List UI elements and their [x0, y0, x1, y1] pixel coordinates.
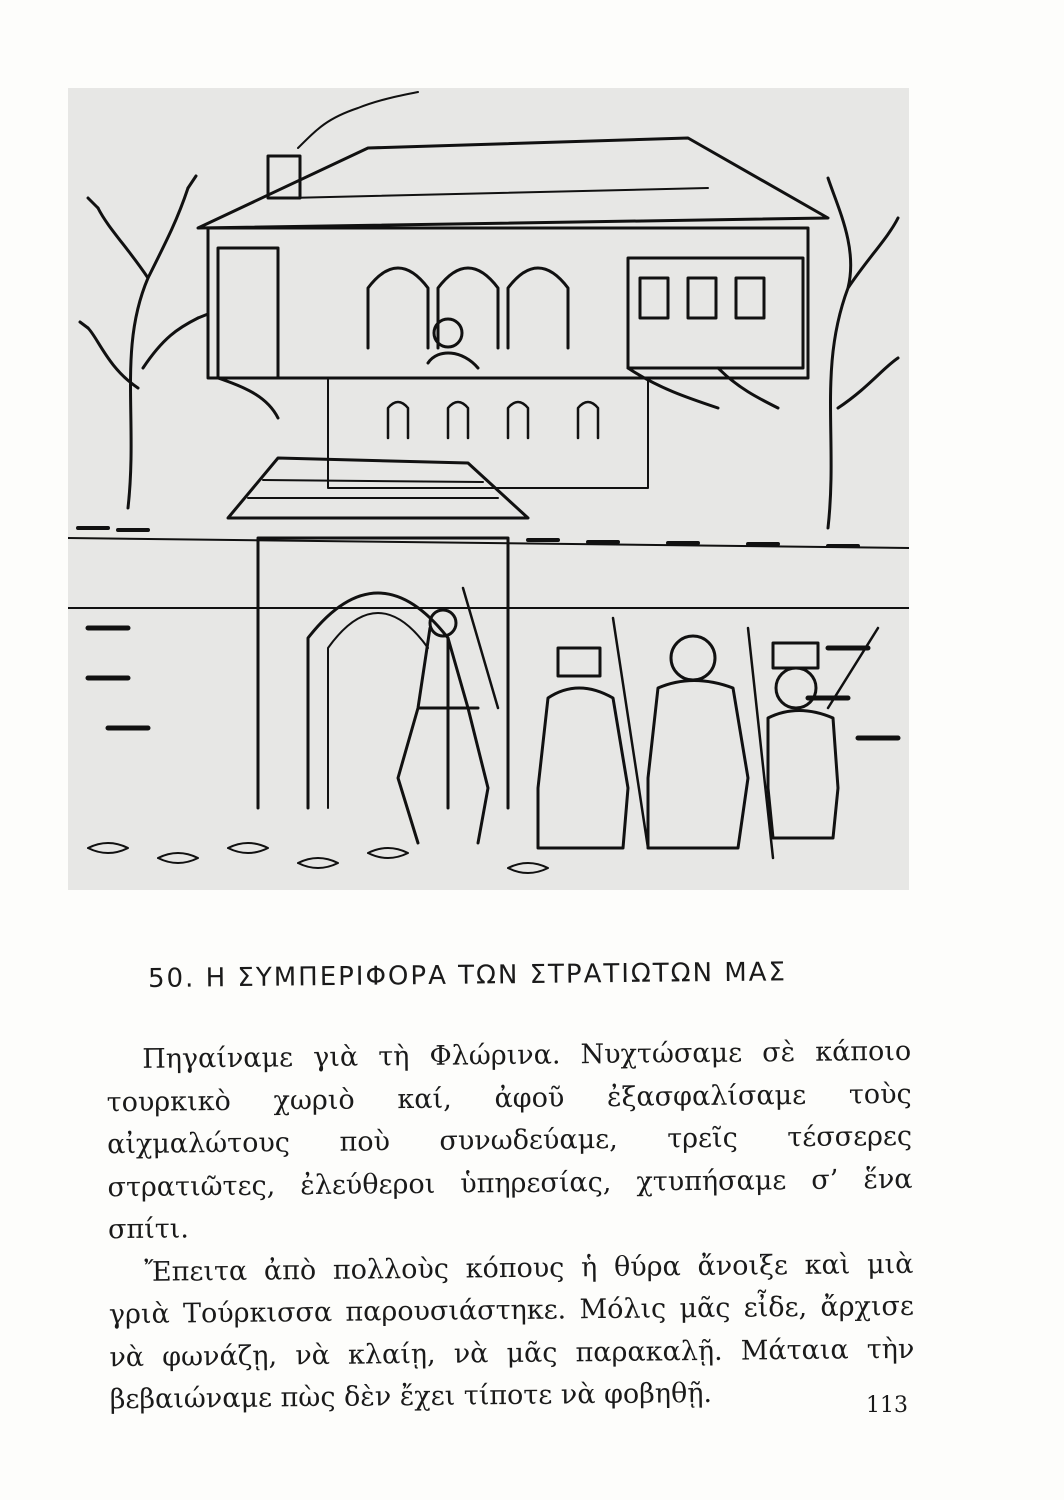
illustration — [68, 88, 909, 890]
page-number: 113 — [866, 1393, 908, 1418]
house-and-soldiers-drawing — [68, 88, 909, 890]
paragraph: Ἔπειτα ἀπὸ πολλοὺς κόπους ἡ θύρα ἄνοιξε καὶ μιὰ γριὰ Τούρκισσα παρουσιάστηκε. Μόλις μᾶς εἶδε, ἄρχισε νὰ φωνάζῃ, νὰ κλαίῃ, νὰ μᾶς παρακαλῇ. Μάταια τὴν βεβαιώναμε πὼς δὲν ἔχει τίποτε νὰ φοβηθῇ. — [108, 1248, 915, 1416]
chapter-title: 50. Η ΣΥΜΠΕΡΙΦΟΡΑ ΤΩΝ ΣΤΡΑΤΙΩΤΩΝ ΜΑΣ — [147, 957, 788, 994]
paragraph: Πηγαίναμε γιὰ τὴ Φλώρινα. Νυχτώσαμε σὲ κάποιο τουρκικὸ χωριὸ καί, ἀφοῦ ἐξασφαλίσαμε τοὺς αἰχμαλώτους ποὺ συνωδεύαμε, τρεῖς τέσσερες στρατιῶτες, ἐλεύθεροι ὑπηρεσίας, χτυπήσαμε σ’ ἕνα σπίτι. — [106, 1035, 913, 1246]
body-text — [106, 1031, 915, 1422]
